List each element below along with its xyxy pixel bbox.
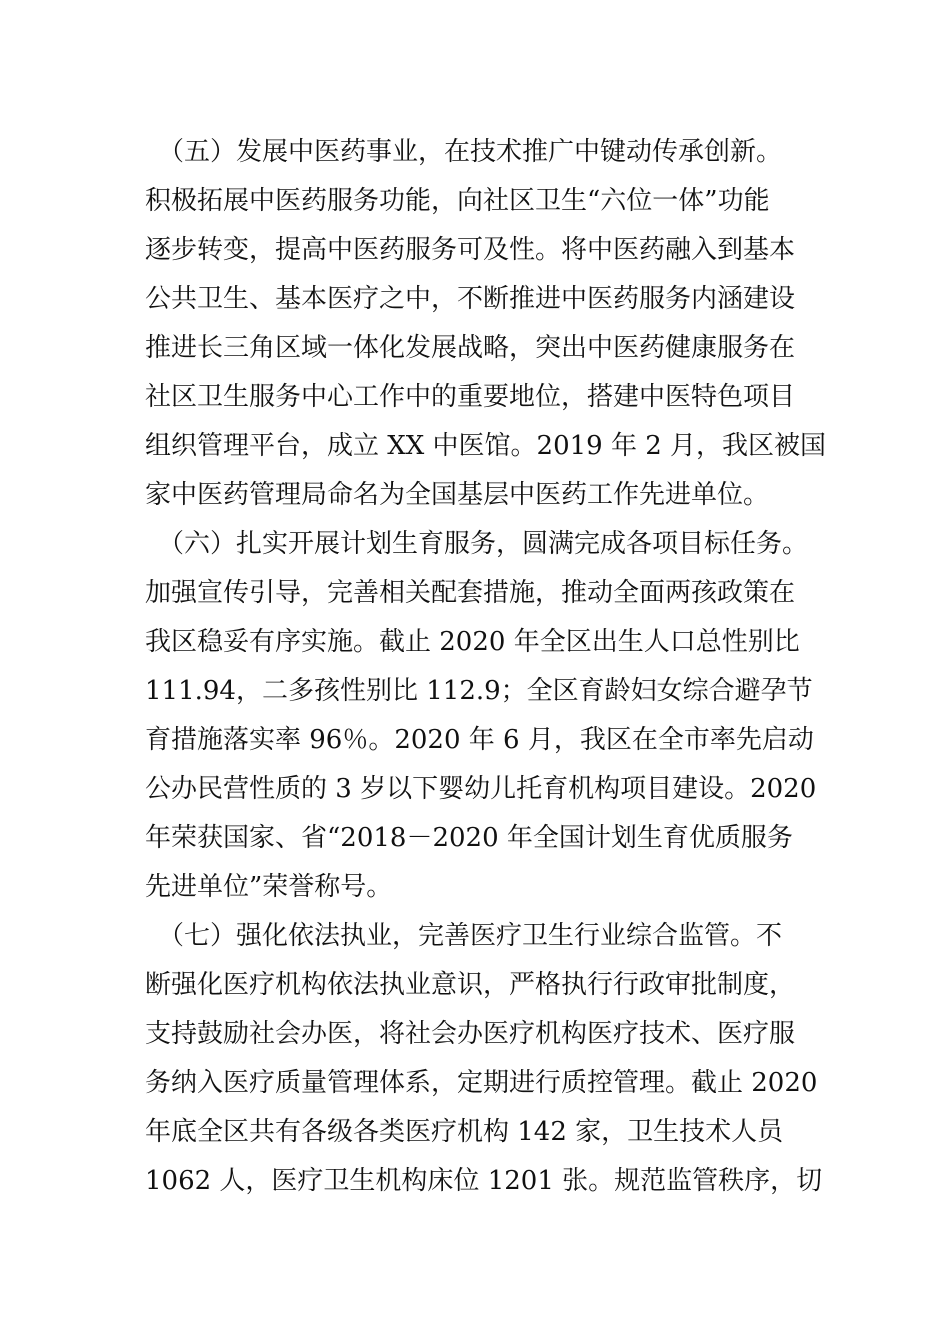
text-line: （六）扎实开展计划生育服务，圆满完成各项目标任务。 — [145, 529, 809, 559]
paragraph-5 — [145, 128, 827, 520]
text-line: 社区卫生服务中心工作中的重要地位，搭建中医特色项目 — [145, 382, 796, 412]
text-line: 我区稳妥有序实施。截止 2020 年全区出生人口总性别比 — [145, 627, 800, 657]
text-line: （五）发展中医药事业，在技术推广中键动传承创新。 — [145, 137, 783, 167]
text-line: （七）强化依法执业，完善医疗卫生行业综合监管。不 — [145, 921, 783, 951]
text-line: 年底全区共有各级各类医疗机构 142 家，卫生技术人员 — [145, 1117, 784, 1147]
text-line: 组织管理平台，成立 XX 中医馆。2019 年 2 月，我区被国 — [145, 431, 827, 461]
text-line: 加强宣传引导，完善相关配套措施，推动全面两孩政策在 — [145, 578, 796, 608]
text-line: 家中医药管理局命名为全国基层中医药工作先进单位。 — [145, 480, 770, 510]
paragraph-7 — [145, 912, 823, 1206]
text-line: 务纳入医疗质量管理体系，定期进行质控管理。截止 2020 — [145, 1068, 818, 1098]
text-line: 断强化医疗机构依法执业意识，严格执行行政审批制度， — [145, 970, 796, 1000]
text-line: 1062 人，医疗卫生机构床位 1201 张。规范监管秩序，切 — [145, 1166, 823, 1196]
text-line: 年荣获国家、省“2018－2020 年全国计划生育优质服务 — [145, 823, 793, 853]
text-line: 先进单位”荣誉称号。 — [145, 872, 393, 902]
text-line: 公办民营性质的 3 岁以下婴幼儿托育机构项目建设。2020 — [145, 774, 817, 804]
text-line: 育措施落实率 96％。2020 年 6 月，我区在全市率先启动 — [145, 725, 814, 755]
text-line: 支持鼓励社会办医，将社会办医疗机构医疗技术、医疗服 — [145, 1019, 796, 1049]
text-line: 推进长三角区域一体化发展战略，突出中医药健康服务在 — [145, 333, 796, 363]
text-line: 积极拓展中医药服务功能，向社区卫生“六位一体”功能 — [145, 186, 770, 216]
text-line: 111.94，二多孩性别比 112.9；全区育龄妇女综合避孕节 — [145, 676, 813, 706]
document-body — [145, 128, 827, 1206]
paragraph-6 — [145, 520, 815, 912]
text-line: 逐步转变，提高中医药服务可及性。将中医药融入到基本 — [145, 235, 796, 265]
text-line: 公共卫生、基本医疗之中，不断推进中医药服务内涵建设 — [145, 284, 796, 314]
